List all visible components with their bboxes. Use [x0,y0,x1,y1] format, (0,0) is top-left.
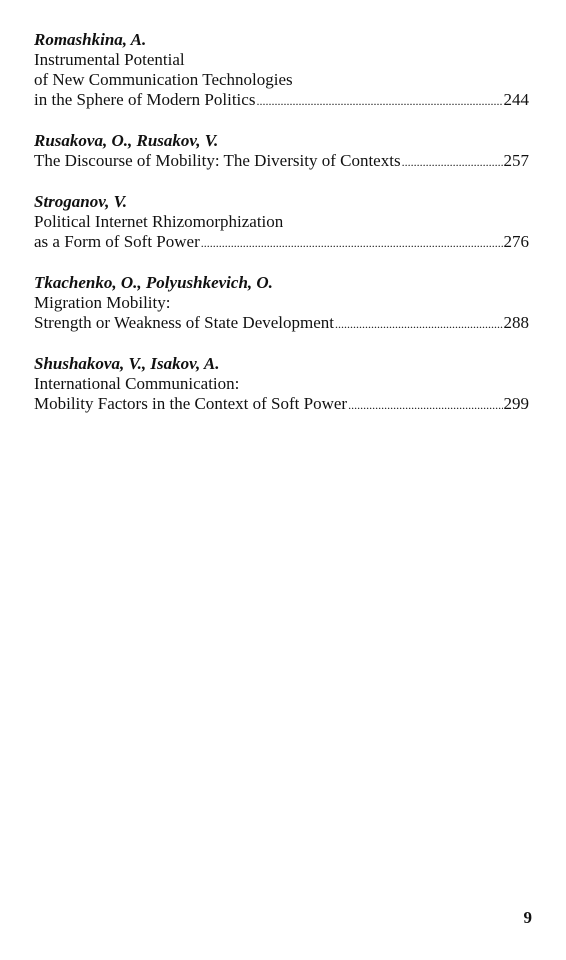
entry-title-line: of New Communication Technologies [34,70,293,89]
toc-entry [34,30,529,111]
toc-entry [34,131,529,172]
entry-page-number: 257 [503,151,529,170]
entry-title-text: Mobility Factors in the Context of Soft Power [34,394,348,413]
entry-title-last-line[interactable] [34,232,529,253]
dot-leader [402,152,503,172]
entry-title-line: International Communication: [34,374,240,393]
entry-title-last-line[interactable] [34,313,529,334]
entry-title-text: Strength or Weakness of State Development [34,313,334,332]
page-number: 9 [523,908,532,927]
toc-entry [34,192,529,253]
entry-author: Tkachenko, O., Polyushkevich, O. [34,273,273,292]
entry-page-number: 288 [503,313,529,332]
entry-title-last-line[interactable] [34,151,529,172]
toc-entry [34,354,529,415]
entry-title-line: Instrumental Potential [34,50,185,69]
entry-title-last-line[interactable] [34,394,529,415]
entry-author: Rusakova, O., Rusakov, V. [34,131,219,150]
entry-title-line: Migration Mobility: [34,293,171,312]
dot-leader [348,395,502,415]
entry-title-text: as a Form of Soft Power [34,232,200,251]
entry-author: Shushakova, V., Isakov, A. [34,354,220,373]
dot-leader [256,91,502,111]
dot-leader [335,314,503,334]
entry-author: Romashkina, A. [34,30,147,49]
entry-page-number: 276 [503,232,529,251]
entry-title-last-line[interactable] [34,90,529,111]
table-of-contents [34,30,529,435]
entry-page-number: 244 [503,90,529,109]
entry-author: Stroganov, V. [34,192,128,211]
dot-leader [201,233,503,253]
entry-title-line: Political Internet Rhizomorphization [34,212,284,231]
toc-entry [34,273,529,334]
entry-title-text: The Discourse of Mobility: The Diversity of Contexts [34,151,401,170]
entry-title-text: in the Sphere of Modern Politics [34,90,256,109]
entry-page-number: 299 [503,394,529,413]
